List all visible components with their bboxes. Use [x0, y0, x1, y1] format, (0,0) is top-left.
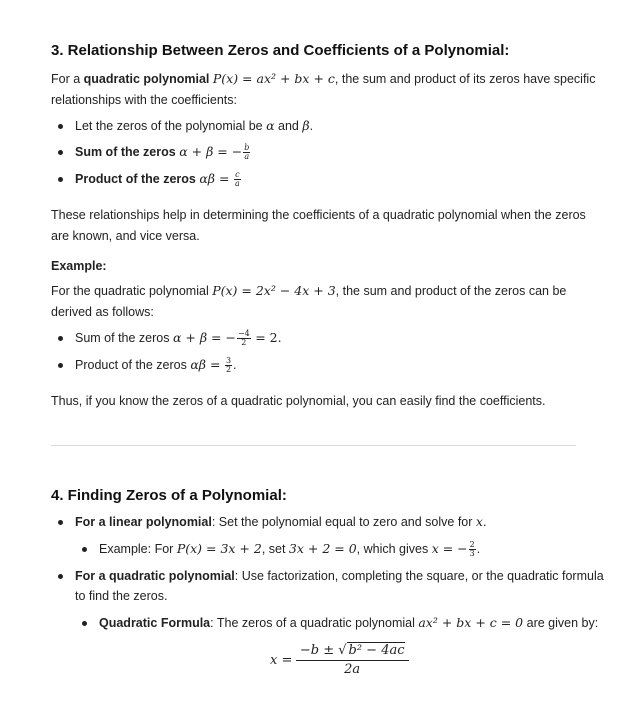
list-item: Sum of the zeros α + β = − $\frac{b}{a}$ [75, 143, 250, 162]
example-intro-line2: derived as follows: [51, 305, 154, 319]
list-item: Sum of the zeros α + β = − $\frac{-4}{2}$ = 2. [75, 329, 282, 348]
list-item: Let the zeros of the polynomial be α and β. [75, 118, 314, 133]
section-3-intro: For a quadratic polynomial P(x) = ax² + bx + c, the sum and product of its zeros have specific [51, 71, 596, 86]
example-intro: For the quadratic polynomial P(x) = 2x² − 4x + 3, the sum and product of the zeros can be [51, 283, 567, 298]
section-divider [51, 445, 576, 446]
section-3-para: These relationships help in determining the coefficients of a quadratic polynomial when the zeros [51, 208, 586, 222]
list-item: For a quadratic polynomial: Use factorization, completing the square, or the quadratic formula [75, 569, 604, 583]
list-item: Example: For P(x) = 3x + 2, set 3x + 2 = 0, which gives x = − $\frac{2}{3}$ . [99, 540, 481, 559]
list-item: For a linear polynomial: Set the polynomial equal to zero and solve for x. [75, 514, 487, 529]
list-item: Product of the zeros αβ = $\frac{3}{2}$ . [75, 356, 237, 375]
quadratic-formula: x = $\frac{\text{−b ± √ b² − 4ac}}{2a}$ [270, 642, 409, 679]
list-item: Product of the zeros αβ = $\frac{c}{a}$ [75, 170, 240, 189]
list-item-continuation: to find the zeros. [75, 589, 168, 603]
example-label: Example: [51, 259, 107, 273]
section-4-heading: 4. Finding Zeros of a Polynomial: [51, 487, 287, 504]
conclusion-text: Thus, if you know the zeros of a quadratic polynomial, you can easily find the coefficients. [51, 394, 546, 408]
section-3-para-line2: are known, and vice versa. [51, 229, 200, 243]
section-3-intro-line2: relationships with the coefficients: [51, 93, 237, 107]
section-3-heading: 3. Relationship Between Zeros and Coefficients of a Polynomial: [51, 42, 510, 59]
list-item: Quadratic Formula: The zeros of a quadratic polynomial ax² + bx + c = 0 are given by: [99, 615, 599, 630]
